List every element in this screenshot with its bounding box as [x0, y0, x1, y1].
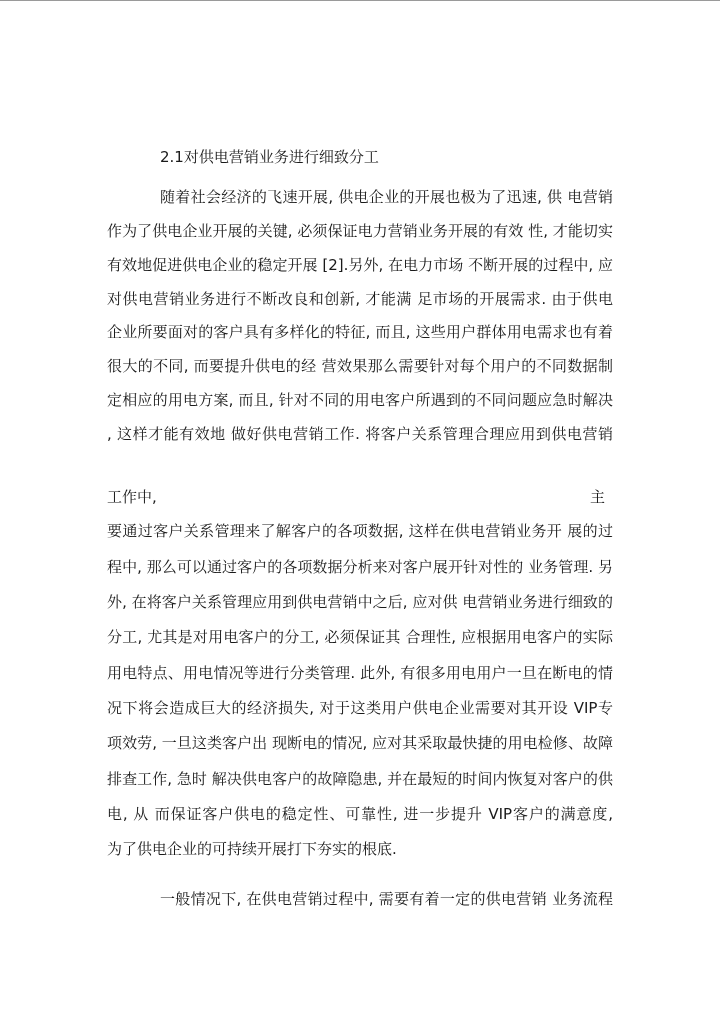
paragraph-line: 随着社会经济的飞速开展, 供电企业的开展也极为了迅速, 供 电营销 [160, 188, 613, 206]
paragraph-line: 程中, 那么可以通过客户的各项数据分析来对客户展开针对性的 业务管理. 另 [107, 558, 613, 576]
paragraph-line: 有效地促进供电企业的稳定开展 [2].另外, 在电力市场 不断开展的过程中, 应 [107, 256, 613, 274]
paragraph-line: 一般情况下, 在供电营销过程中, 需要有着一定的供电营销 业务流程 [160, 890, 613, 908]
paragraph-line: 工作中, [107, 488, 157, 506]
top-divider [0, 0, 720, 1]
paragraph-line: 很大的不同, 而要提升供电的经 营效果那么需要针对每个用户的不同数据制 [107, 357, 613, 375]
paragraph-line: 定相应的用电方案, 而且, 针对不同的用电客户所遇到的不同问题应急时解决 [107, 391, 613, 409]
paragraph-line: 作为了供电企业开展的关键, 必须保证电力营销业务开展的有效 性, 才能切实 [107, 222, 613, 240]
paragraph-line: 排查工作, 急时 解决供电客户的故障隐患, 并在最短的时间内恢复对客户的供 [107, 770, 613, 788]
paragraph-line-end-char: 主 [590, 488, 606, 506]
paragraph-line: 对供电营销业务进行不断改良和创新, 才能满 足市场的开展需求. 由于供电 [107, 290, 613, 308]
paragraph-line: 要通过客户关系管理来了解客户的各项数据, 这样在供电营销业务开 展的过 [107, 522, 613, 540]
paragraph-line: 企业所要面对的客户具有多样化的特征, 而且, 这些用户群体用电需求也有着 [107, 323, 613, 341]
paragraph-line: , 这样才能有效地 做好供电营销工作. 将客户关系管理合理应用到供电营销 [107, 425, 613, 443]
paragraph-line: 分工, 尤其是对用电客户的分工, 必须保证其 合理性, 应根据用电客户的实际 [107, 628, 613, 646]
paragraph-line: 外, 在将客户关系管理应用到供电营销中之后, 应对供 电营销业务进行细致的 [107, 593, 613, 611]
paragraph-line: 电, 从 而保证客户供电的稳定性、可靠性, 进一步提升 VIP客户的满意度, [107, 805, 613, 823]
paragraph-line: 为了供电企业的可持续开展打下夯实的根底. [107, 840, 397, 858]
paragraph-line: 用电特点、用电情况等进行分类管理. 此外, 有很多用电用户一旦在断电的情 [107, 664, 613, 682]
paragraph-line: 项效劳, 一旦这类客户出 现断电的情况, 应对其采取最快捷的用电检修、故障 [107, 734, 613, 752]
section-heading: 2.1对供电营销业务进行细致分工 [160, 148, 379, 166]
paragraph-line: 况下将会造成巨大的经济损失, 对于这类用户供电企业需要对其开设 VIP专 [107, 699, 613, 717]
